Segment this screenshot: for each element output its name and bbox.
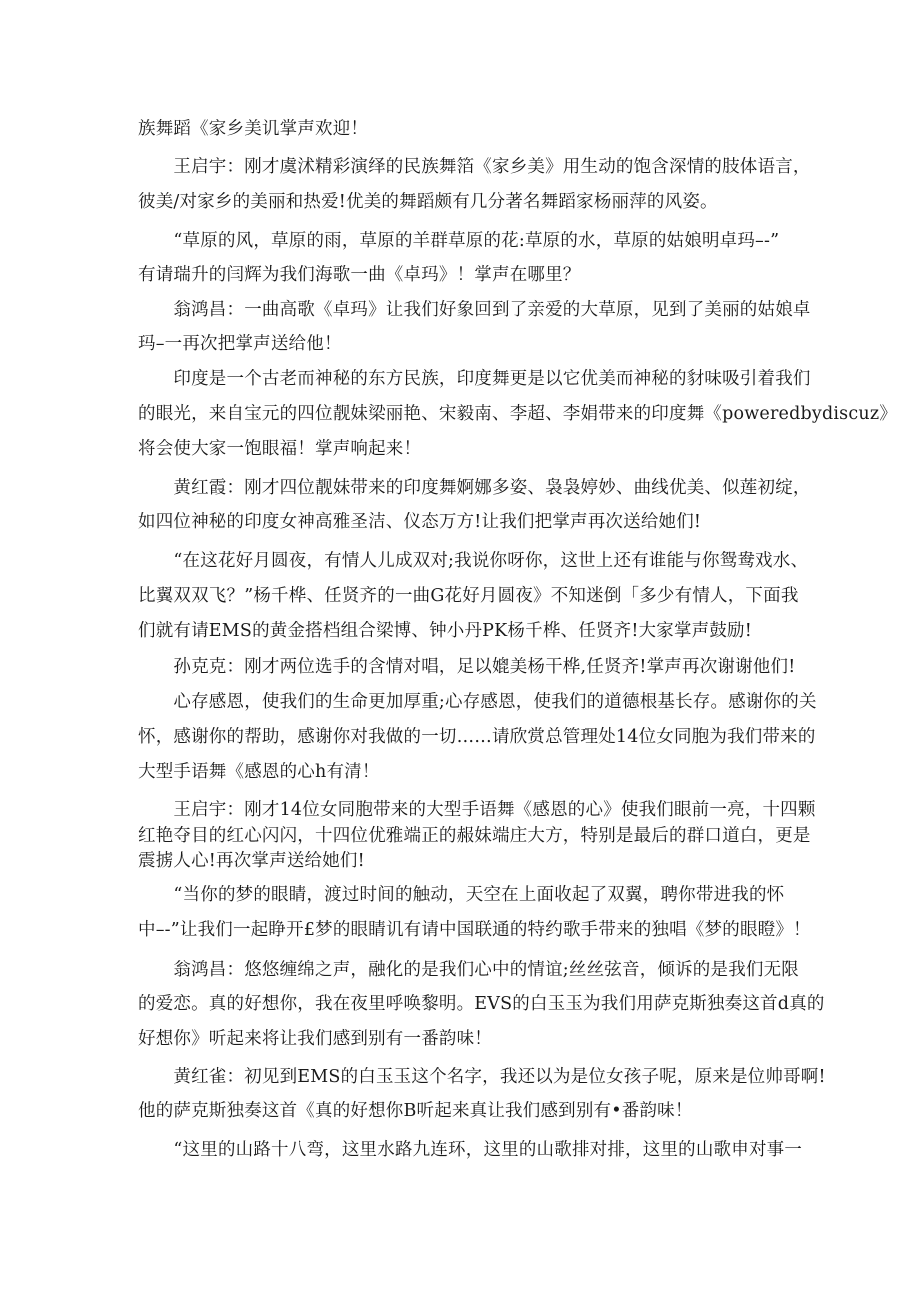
text-line: “这里的山路十八弯，这里水路九连环，这里的山歌排对排，这里的山歌申对事一 [138, 1140, 803, 1160]
text-line: 有请瑞升的闫辉为我们海歌一曲《卓玛》！掌声在哪里？ [138, 265, 581, 285]
text-line: 他的萨克斯独奏这首《真的好想你B听起来真让我们感到别有•番韵味！ [138, 1101, 693, 1121]
text-line: 王启宇：刚才14位女同胞带来的大型手语舞《感恩的心》使我们眼前一亮，十四颗 [138, 800, 816, 820]
text-line: 比翼双双飞？”杨千桦、任贤齐的一曲G花好月圆夜》不知迷倒「多少有情人，下面我 [138, 586, 799, 606]
text-line: 心存感恩，使我们的生命更加厚重;心存感恩，使我们的道德根基长存。感谢你的关 [138, 692, 817, 712]
text-line: 翁鸿昌：悠悠缠绵之声，融化的是我们心中的情谊;丝丝弦音，倾诉的是我们无限 [138, 960, 799, 980]
text-line: 的眼光，来自宝元的四位靓妹梁丽艳、宋毅南、李超、李娟带来的印度舞《poweredbydiscuz》 [138, 404, 897, 424]
text-line: 大型手语舞《感恩的心h有清！ [138, 762, 380, 782]
text-line: 如四位神秘的印度女神高雅圣洁、仪态万方!让我们把掌声再次送给她们! [138, 512, 702, 532]
text-line: 的爱恋。真的好想你，我在夜里呼唤黎明。EVS的白玉玉为我们用萨克斯独奏这首d真的 [138, 994, 825, 1014]
text-line: 黄红霞：刚才四位靓妹带来的印度舞婀娜多姿、袅袅婷妙、曲线优美、似莲初绽， [138, 478, 811, 498]
text-line: 黄红雀：初见到EMS的白玉玉这个名字，我还以为是位女孩子呢，原来是位帅哥啊! [138, 1067, 826, 1087]
text-line: 将会使大家一饱眼福！掌声响起来！ [138, 439, 422, 459]
text-line: 中–-”让我们一起睁开£梦的眼睛讥有请中国联通的特约歌手带来的独唱《梦的眼瞪》！ [138, 920, 811, 940]
text-line: 们就有请EMS的黄金搭档组合梁博、钟小丹PK杨千桦、任贤齐!大家掌声鼓励! [138, 621, 752, 641]
text-line: “草原的风，草原的雨，草原的羊群草原的花:草原的水，草原的姑娘明卓玛–-” [138, 231, 780, 251]
text-line: 好想你》听起来将让我们感到别有一番韵味！ [138, 1029, 492, 1049]
text-line: 红艳夺目的红心闪闪，十四位优雅端正的赧妹端庄大方，特别是最后的群口道白，更是 [138, 826, 811, 846]
text-line: 怀，感谢你的帮助，感谢你对我做的一切……请欣赏总管理处14位女同胞为我们带来的 [138, 727, 816, 747]
text-line: 印度是一个古老而神秘的东方民族，印度舞更是以它优美而神秘的豺味吸引着我们 [138, 369, 811, 389]
text-line: “在这花好月圆夜，有情人儿成双对;我说你呀你，这世上还有谁能与你鸳鸯戏水、 [138, 551, 809, 571]
text-line: 翁鸿昌：一曲高歌《卓玛》让我们好象回到了亲爱的大草原，见到了美丽的姑娘卓 [138, 300, 811, 320]
text-line: “当你的梦的眼睛，渡过时间的触动，天空在上面收起了双翼，聘你带进我的怀 [138, 885, 785, 905]
text-line: 族舞蹈《家乡美讥掌声欢迎！ [138, 119, 369, 139]
text-line: 孙克克：刚才两位选手的含情对唱，足以媲美杨干桦,任贤齐!掌声再次谢谢他们! [138, 657, 796, 677]
text-line: 玛–一再次把掌声送给他！ [138, 334, 342, 354]
text-line: 彼美/对家乡的美丽和热爱!优美的舞蹈颇有几分著名舞蹈家杨丽萍的风姿。 [138, 192, 718, 212]
text-line: 震掳人心!再次掌声送给她们! [138, 851, 365, 871]
text-line: 王启宇：刚才虞沭精彩演绎的民族舞箔《家乡美》用生动的饱含深情的肢体语言， [138, 157, 811, 177]
